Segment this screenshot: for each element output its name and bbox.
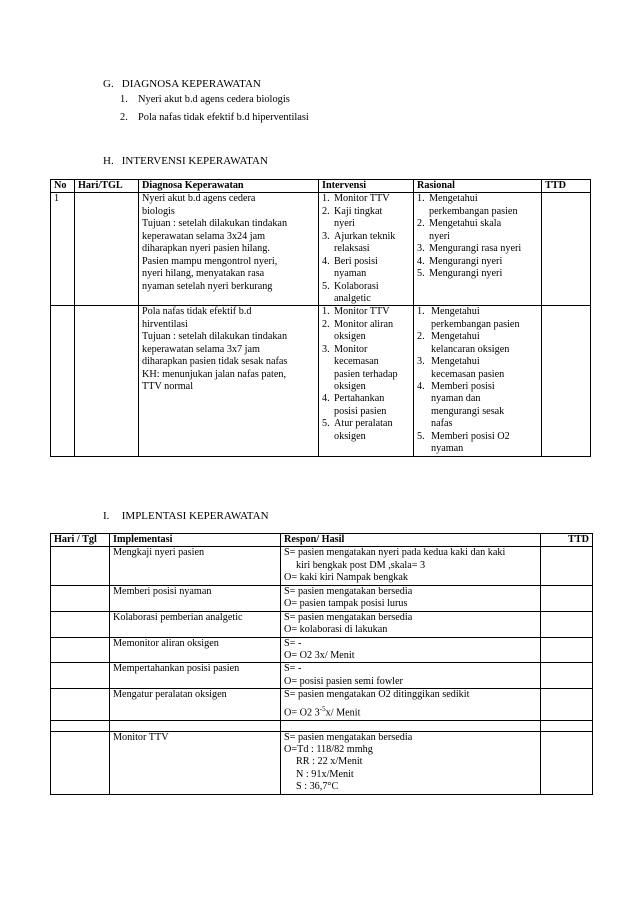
rasional-line: Mengurangi nyeri (429, 268, 503, 280)
intervensi-text (334, 256, 410, 281)
intervensi-line: Monitor TTV (334, 306, 390, 318)
respon-line: S= - (284, 637, 302, 649)
rasional-line: Mengetahui (429, 193, 478, 205)
respon-line: S= - (284, 663, 302, 675)
rasional-line: perkembangan pasien (429, 205, 518, 217)
section-h-title: INTERVENSI KEPERAWATAN (121, 155, 268, 167)
cell-implementasi: Monitor TTV (110, 731, 281, 794)
col-header-diagnosa: Diagnosa Keperawatan (139, 180, 319, 193)
intervensi-line: Monitor aliran (334, 318, 394, 330)
rasional-list (417, 306, 538, 455)
cell-ttd (542, 193, 591, 306)
o2-rate: -5 (319, 704, 326, 713)
section-h-heading (103, 155, 268, 168)
diagnosis-list (120, 94, 309, 130)
rasional-text (431, 381, 538, 431)
intervensi-item (322, 319, 410, 344)
implementation-row (51, 731, 593, 794)
cell-hari-tgl (75, 193, 139, 306)
col-header-implementasi: Implementasi (110, 534, 281, 547)
respon-line: S= pasien mengatakan O2 ditinggikan sedikit (284, 689, 470, 701)
rasional-text (431, 331, 538, 356)
cell-implementasi: Mengkaji nyeri pasien (110, 547, 281, 585)
implementation-table (50, 533, 593, 795)
o2-suffix: x/ Menit (325, 707, 361, 719)
cell-implementasi: Memonitor aliran oksigen (110, 637, 281, 663)
rasional-line: perkembangan pasien (431, 318, 520, 330)
intervensi-text (334, 306, 410, 318)
intervensi-line: Pertahankan (334, 393, 385, 405)
section-g-heading (103, 78, 261, 91)
rasional-num: 3. (417, 243, 425, 255)
cell-ttd (541, 689, 593, 720)
intervensi-num: 4. (322, 393, 330, 405)
intervensi-item (322, 193, 410, 205)
intervensi-item (322, 306, 410, 318)
implementation-row (51, 611, 593, 637)
respon-line: O=Td : 118/82 mmhg (284, 743, 373, 755)
intervensi-num: 4. (322, 255, 330, 267)
rasional-line: Mengetahui (431, 331, 480, 343)
intervention-header-row (51, 180, 591, 193)
intervensi-line: Kaji tingkat (334, 205, 383, 217)
rasional-line: nafas (431, 418, 453, 430)
rasional-item (417, 268, 538, 280)
implementation-row (51, 637, 593, 663)
intervensi-line: analgetic (334, 292, 371, 304)
diagnosa-line: Nyeri akut b.d agens cedera (142, 193, 256, 205)
rasional-line: kelancaran oksigen (431, 343, 510, 355)
cell-implementasi: Mengatur peralatan oksigen (110, 689, 281, 720)
rasional-item (417, 356, 538, 381)
diagnosa-line: Pola nafas tidak efektif b.d (142, 306, 252, 318)
diagnosa-line: keperawatan selama 3x24 jam (142, 230, 266, 242)
intervensi-num: 1. (322, 306, 330, 318)
col-header-intervensi: Intervensi (319, 180, 414, 193)
diagnosa-line: diharapkan pasien tidak sesak nafas (142, 356, 288, 368)
intervensi-item (322, 418, 410, 443)
rasional-num: 4. (417, 381, 425, 392)
cell-hari-tgl (51, 731, 110, 794)
rasional-item (417, 381, 538, 431)
intervensi-text (334, 231, 410, 256)
rasional-text (429, 268, 538, 280)
respon-line-o2 (284, 705, 537, 720)
col-header-ttd-impl: TTD (541, 534, 593, 547)
cell-respon (281, 637, 541, 663)
cell-intervensi (319, 193, 414, 306)
section-i-title: IMPLENTASI KEPERAWATAN (121, 510, 269, 522)
intervensi-num: 3. (322, 230, 330, 242)
cell-ttd (541, 637, 593, 663)
blank-cell (110, 720, 281, 731)
intervensi-num: 2. (322, 205, 330, 217)
cell-no: 1 (51, 193, 75, 306)
cell-no (51, 306, 75, 456)
rasional-item (417, 306, 538, 331)
diagnosa-line: nyaman setelah nyeri berkurang (142, 280, 273, 292)
diagnosa-line: Pasien mampu mengontrol nyeri, (142, 255, 278, 267)
diagnosa-line: Tujuan : setelah dilakukan tindakan (142, 331, 288, 343)
implementation-row (51, 585, 593, 611)
rasional-text (429, 243, 538, 255)
intervensi-line: Beri posisi (334, 255, 378, 267)
respon-line: O= posisi pasien semi fowler (284, 675, 403, 687)
rasional-num: 4. (417, 255, 425, 267)
rasional-text (429, 218, 538, 243)
cell-implementasi: Mempertahankan posisi pasien (110, 663, 281, 689)
rasional-line: Mengurangi rasa nyeri (429, 243, 522, 255)
cell-respon (281, 689, 541, 720)
col-header-rasional: Rasional (414, 180, 542, 193)
intervensi-num: 2. (322, 318, 330, 330)
col-header-respon: Respon/ Hasil (281, 534, 541, 547)
intervensi-line: nyaman (334, 268, 367, 280)
cell-respon (281, 731, 541, 794)
rasional-num: 2. (417, 331, 425, 343)
section-i-heading (103, 510, 269, 523)
diagnosa-line: hirventilasi (142, 318, 188, 330)
intervention-row (51, 306, 591, 456)
cell-ttd (541, 611, 593, 637)
section-g-title: DIAGNOSA KEPERAWATAN (121, 78, 261, 90)
implementation-row (51, 663, 593, 689)
cell-intervensi (319, 306, 414, 456)
diagnosa-line: biologis (142, 205, 175, 217)
intervensi-num: 5. (322, 418, 330, 430)
rasional-item (417, 243, 538, 255)
intervensi-line: pasien terhadap (334, 368, 398, 380)
cell-respon (281, 585, 541, 611)
diagnosa-line: Tujuan : setelah dilakukan tindakan (142, 218, 288, 230)
cell-implementasi: Kolaborasi pemberian analgetic (110, 611, 281, 637)
intervensi-item (322, 344, 410, 394)
respon-line: S= pasien mengatakan bersedia (284, 611, 413, 623)
rasional-line: nyaman (431, 443, 464, 455)
intervensi-text (334, 206, 410, 231)
cell-ttd (541, 663, 593, 689)
intervention-row (51, 193, 591, 306)
respon-line: O= O2 3x/ Menit (284, 649, 355, 661)
implementation-row (51, 689, 593, 720)
blank-cell (541, 720, 593, 731)
intervensi-item (322, 206, 410, 231)
rasional-line: Mengetahui (431, 306, 480, 318)
cell-hari-tgl (51, 663, 110, 689)
section-i-mark: I. (103, 510, 110, 522)
rasional-line: kecemasan pasien (431, 368, 505, 380)
intervensi-line: Atur peralatan (334, 418, 393, 430)
blank-cell (51, 720, 110, 731)
rasional-list (417, 193, 538, 280)
intervensi-item (322, 281, 410, 306)
rasional-num: 5. (417, 268, 425, 280)
rasional-text (431, 356, 538, 381)
intervensi-text (334, 393, 410, 418)
respon-line: S : 36,7°C (296, 781, 339, 793)
intervensi-line: posisi pasien (334, 405, 387, 417)
intervention-table (50, 179, 591, 457)
rasional-line: Mengetahui (431, 356, 480, 368)
diagnosa-line: KH: menunjukan jalan nafas paten, (142, 368, 286, 380)
respon-line: O= kolaborasi di lakukan (284, 624, 388, 636)
rasional-num: 3. (417, 356, 425, 368)
intervensi-text (334, 193, 410, 205)
respon-line: N : 91x/Menit (296, 768, 354, 780)
cell-ttd (541, 547, 593, 585)
diagnosis-item: 1. Nyeri akut b.d agens cedera biologis (120, 94, 290, 105)
cell-respon (281, 547, 541, 585)
cell-ttd (541, 585, 593, 611)
rasional-item (417, 331, 538, 356)
cell-implementasi: Memberi posisi nyaman (110, 585, 281, 611)
cell-hari-tgl (51, 637, 110, 663)
rasional-line: Memberi posisi O2 (431, 430, 510, 442)
intervensi-text (334, 418, 410, 443)
col-header-hari-tgl: Hari/TGL (75, 180, 139, 193)
col-header-hari-tgl-impl: Hari / Tgl (51, 534, 110, 547)
respon-line: O= kaki kiri Nampak bengkak (284, 572, 409, 584)
cell-ttd (541, 731, 593, 794)
cell-diagnosa (139, 306, 319, 456)
intervensi-line: Ajurkan teknik (334, 230, 396, 242)
intervensi-item (322, 256, 410, 281)
intervensi-item (322, 393, 410, 418)
cell-respon (281, 663, 541, 689)
rasional-item (417, 218, 538, 243)
section-g-mark: G. (103, 78, 114, 90)
cell-hari-tgl (51, 689, 110, 720)
rasional-text (431, 306, 538, 331)
diagnosa-line: TTV normal (142, 381, 194, 392)
cell-ttd (542, 306, 591, 456)
intervensi-num: 5. (322, 280, 330, 292)
rasional-item (417, 256, 538, 268)
cell-hari-tgl (51, 585, 110, 611)
rasional-line: Mengurangi nyeri (429, 255, 503, 267)
cell-respon (281, 611, 541, 637)
rasional-text (429, 256, 538, 268)
respon-line: S= pasien mengatakan bersedia (284, 731, 413, 743)
intervensi-line: kecemasan (334, 356, 379, 368)
intervensi-line: Monitor TTV (334, 193, 390, 205)
cell-hari-tgl (51, 611, 110, 637)
cell-diagnosa (139, 193, 319, 306)
intervensi-item (322, 231, 410, 256)
intervensi-line: nyeri (334, 218, 355, 230)
intervensi-text (334, 319, 410, 344)
intervensi-num: 1. (322, 193, 330, 205)
respon-line: S= pasien mengatakan nyeri pada kedua kaki dan kaki (284, 547, 506, 559)
intervensi-text (334, 281, 410, 306)
rasional-text (431, 431, 538, 456)
blank-cell (281, 720, 541, 731)
respon-line: S= pasien mengatakan bersedia (284, 585, 413, 597)
rasional-item (417, 431, 538, 456)
implementation-row (51, 547, 593, 585)
rasional-num: 2. (417, 218, 425, 230)
rasional-line: Mengetahui skala (429, 218, 502, 230)
rasional-item (417, 193, 538, 218)
diagnosa-line: nyeri hilang, menyatakan rasa (142, 268, 265, 280)
rasional-text (429, 193, 538, 218)
diagnosa-line: diharapkan nyeri pasien hilang. (142, 243, 270, 255)
rasional-line: mengurangi sesak (431, 405, 505, 417)
rasional-line: nyaman dan (431, 393, 481, 405)
implementation-header-row (51, 534, 593, 547)
diagnosis-item: 2. Pola nafas tidak efektif b.d hiperventilasi (120, 112, 309, 123)
intervensi-line: oksigen (334, 430, 366, 442)
intervensi-text (334, 344, 410, 394)
intervensi-line: oksigen (334, 381, 366, 392)
respon-line: RR : 22 x/Menit (296, 756, 363, 768)
rasional-line: Memberi posisi (431, 381, 495, 392)
intervensi-line: Kolaborasi (334, 280, 379, 292)
intervensi-line: relaksasi (334, 243, 370, 255)
cell-hari-tgl (51, 547, 110, 585)
cell-rasional (414, 306, 542, 456)
intervensi-list (322, 306, 410, 443)
col-header-no: No (51, 180, 75, 193)
blank-row (51, 720, 593, 731)
rasional-line: nyeri (429, 230, 450, 242)
cell-rasional (414, 193, 542, 306)
col-header-ttd: TTD (542, 180, 591, 193)
rasional-num: 1. (417, 306, 425, 318)
cell-hari-tgl (75, 306, 139, 456)
rasional-num: 5. (417, 430, 425, 442)
respon-line: kiri bengkak post DM ,skala= 3 (296, 559, 426, 571)
respon-line: O= pasien tampak posisi lurus (284, 598, 408, 610)
intervensi-line: Monitor (334, 343, 368, 355)
diagnosa-line: keperawatan selama 3x7 jam (142, 343, 260, 355)
intervensi-num: 3. (322, 343, 330, 355)
rasional-num: 1. (417, 193, 425, 205)
intervensi-list (322, 193, 410, 305)
section-h-mark: H. (103, 155, 114, 167)
o2-prefix: O= O2 3 (284, 707, 320, 719)
intervensi-line: oksigen (334, 331, 366, 343)
